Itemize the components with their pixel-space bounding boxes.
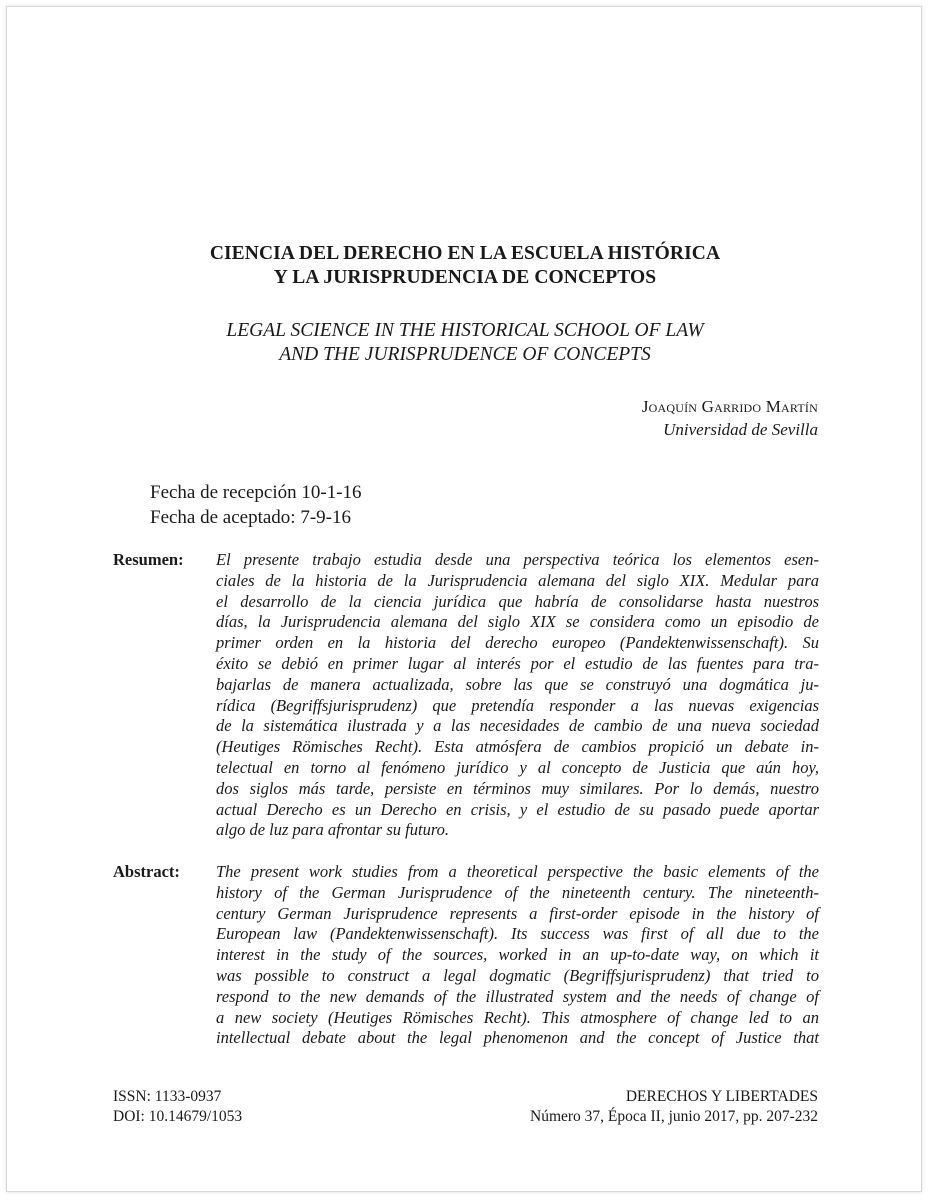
text-line: century German Jurisprudence represents a first-order episode in the history of (216, 903, 819, 923)
footer-doi: DOI: 10.14679/1053 (113, 1108, 243, 1125)
title-spanish (0, 242, 930, 290)
text-line: bajarlas de manera actualizada, sobre las que se construyó una dogmática ju- (216, 674, 819, 694)
text-line: interest in the study of the sources, worked in an up-to-date way, on which it (216, 945, 819, 965)
footer-identifiers (113, 1087, 242, 1127)
author-affiliation: Universidad de Sevilla (663, 420, 818, 439)
text-line: el desarrollo de la ciencia jurídica que habría de consolidarse hasta nuestros (216, 591, 819, 611)
date-received: Fecha de recepción 10-1-16 (150, 482, 362, 503)
text-line: actual Derecho es un Derecho en crisis, y el estudio de su pasado puede aportar (216, 799, 819, 819)
text-line: telectual en torno al fenómeno jurídico y al concepto de Justicia que aún hoy, (216, 757, 819, 777)
footer-issn: ISSN: 1133-0937 (113, 1088, 222, 1105)
text-line: The present work studies from a theoretical perspective the basic elements of the (216, 862, 819, 881)
footer-issue: Número 37, Época II, junio 2017, pp. 207-232 (530, 1108, 818, 1125)
footer-journal (530, 1087, 818, 1127)
resumen-label: Resumen: (113, 550, 184, 569)
text-line: intellectual debate about the legal phenomenon and the concept of Justice that (216, 1028, 819, 1048)
text-line: European law (Pandektenwissenschaft). Its success was first of all due to the (216, 924, 819, 944)
resumen-text (216, 550, 819, 841)
text-line: (Heutiges Römisches Recht). Esta atmósfera de cambios propició un debate in- (216, 737, 819, 757)
text-line: rídica (Begriffsjurisprudenz) que pretendía responder a las nuevas exigencias (216, 695, 819, 715)
title-english (0, 319, 930, 367)
text-line: history of the German Jurisprudence of the nineteenth century. The nineteenth- (216, 882, 819, 902)
title-english-line-2: AND THE JURISPRUDENCE OF CONCEPTS (279, 344, 651, 365)
footer-journal-name: DERECHOS Y LIBERTADES (625, 1088, 818, 1105)
text-line: primer orden en la historia del derecho europeo (Pandektenwissenschaft). Su (216, 633, 819, 653)
text-line: a new society (Heutiges Römisches Recht). This atmosphere of change led to an (216, 1007, 819, 1027)
author-block (642, 395, 818, 441)
text-line: respond to the new demands of the illustrated system and the needs of change of (216, 986, 819, 1006)
text-line: días, la Jurisprudencia alemana del siglo XIX se considera como un episodio de (216, 612, 819, 632)
title-english-line-1: LEGAL SCIENCE IN THE HISTORICAL SCHOOL OF LAW (226, 320, 704, 341)
text-line: algo de luz para afrontar su futuro. (216, 820, 450, 840)
abstract-label: Abstract: (113, 862, 180, 881)
title-spanish-line-2: Y LA JURISPRUDENCIA DE CONCEPTOS (273, 267, 657, 288)
author-name: Joaquín Garrido Martín (641, 397, 818, 416)
text-line: ciales de la historia de la Jurisprudencia alemana del siglo XIX. Medular para (216, 570, 819, 590)
text-line: éxito se debió en primer lugar al interés por el estudio de las fuentes para tra- (216, 653, 819, 673)
dates-block (150, 480, 362, 530)
text-line: de la sistemática ilustrada y a las necesidades de cambio de una nueva sociedad (216, 716, 819, 736)
text-line: dos siglos más tarde, persiste en términos muy similares. Por lo demás, nuestro (216, 778, 819, 798)
text-line: was possible to construct a legal dogmatic (Begriffsjurisprudenz) that tried to (216, 965, 819, 985)
title-spanish-line-1: CIENCIA DEL DERECHO EN LA ESCUELA HISTÓRICA (209, 243, 721, 264)
abstract-text (216, 862, 819, 1049)
date-accepted: Fecha de aceptado: 7-9-16 (150, 507, 351, 528)
text-line: El presente trabajo estudia desde una perspectiva teórica los elementos esen- (216, 550, 819, 569)
